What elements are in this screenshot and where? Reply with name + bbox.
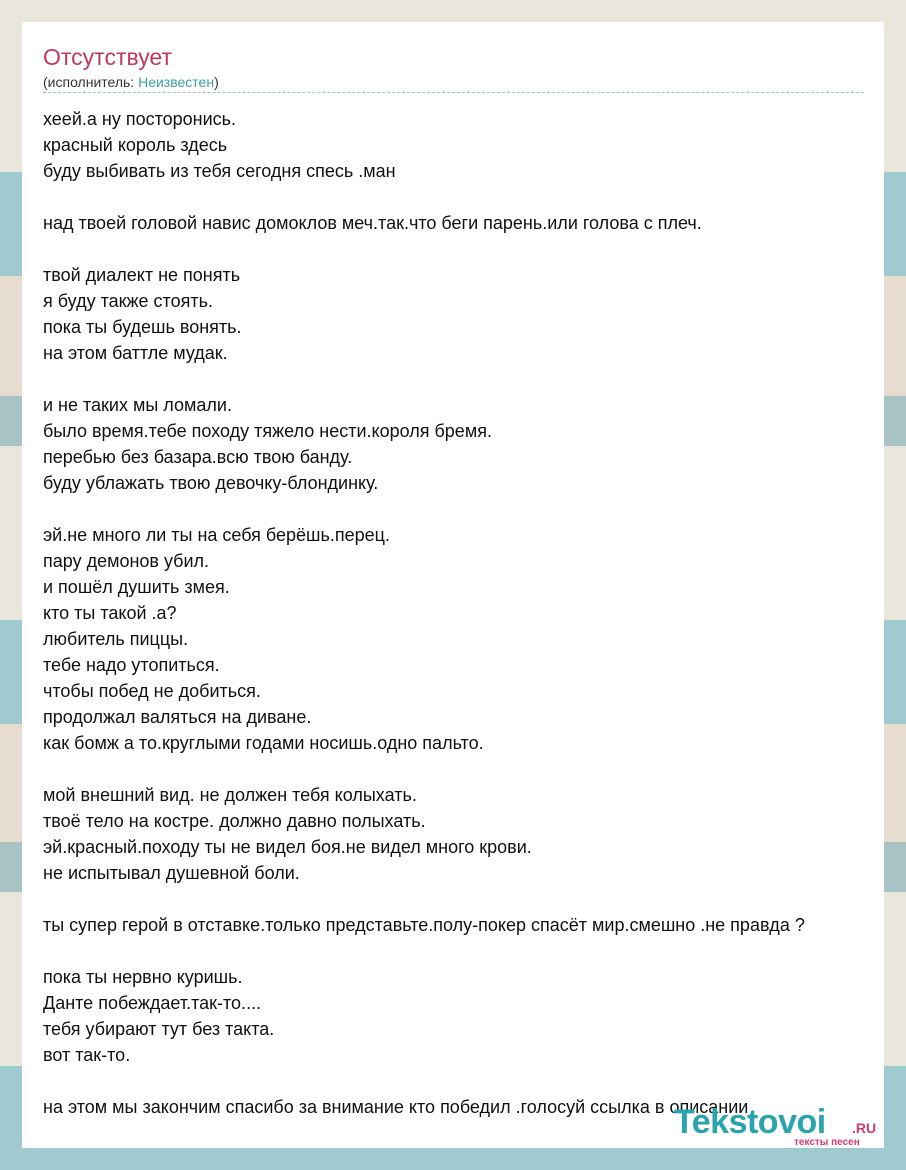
lyric-line: и не таких мы ломали. [43,395,232,415]
lyric-line: тебя убирают тут без такта. [43,1019,275,1039]
lyric-line: мой внешний вид. не должен тебя колыхать. [43,785,417,805]
artist-prefix: (исполнитель: [43,74,139,90]
lyric-line: перебью без базара.всю твою банду. [43,447,353,467]
lyric-line: как бомж а то.круглыми годами носишь.одно пальто. [43,733,484,753]
logo-tld: .RU [852,1120,877,1136]
lyric-line: буду выбивать из тебя сегодня спесь .ман [43,161,396,181]
lyric-blank-line [43,756,884,782]
song-title: Отсутствует [43,44,172,70]
lyric-line: Данте побеждает.так-то.... [43,993,262,1013]
lyric-line: было время.тебе походу тяжело нести.короля бремя. [43,421,492,441]
lyric-blank-line [43,496,884,522]
lyric-line: и пошёл душить змея. [43,577,230,597]
logo-name: Tekstovoi [674,1103,826,1141]
lyric-line: пока ты будешь вонять. [43,317,242,337]
lyric-line: твой диалект не понять [43,265,241,285]
lyric-line: не испытывал душевной боли. [43,863,300,883]
lyric-blank-line [43,886,884,912]
artist-line [43,74,219,91]
lyric-line: над твоей головой навис домоклов меч.так.что беги парень.или голова с плеч. [43,213,702,233]
lyric-line: пока ты нервно куришь. [43,967,243,987]
site-logo[interactable] [674,1104,884,1148]
lyric-line: на этом баттле мудак. [43,343,228,363]
lyric-line: на этом мы закончим спасибо за внимание кто победил .голосуй ссылка в описании [43,1097,749,1117]
lyrics-text [43,106,884,1120]
lyric-line: пару демонов убил. [43,551,210,571]
lyric-blank-line [43,236,884,262]
lyric-line: вот так-то. [43,1045,131,1065]
artist-suffix: ) [214,74,219,90]
title-divider [43,92,864,93]
lyric-line: чтобы побед не добиться. [43,681,261,701]
lyric-line: кто ты такой .а? [43,603,177,623]
lyric-blank-line [43,1068,884,1094]
lyrics-card [22,22,884,1148]
lyric-line: хеей.а ну посторонись. [43,109,237,129]
lyric-line: красный король здесь [43,135,228,155]
lyric-blank-line [43,184,884,210]
lyric-line: эй.не много ли ты на себя берёшь.перец. [43,525,390,545]
lyric-line: буду ублажать твою девочку-блондинку. [43,473,379,493]
lyric-line: тебе надо утопиться. [43,655,220,675]
lyric-line: эй.красный.походу ты не видел боя.не видел много крови. [43,837,532,857]
lyric-line: любитель пиццы. [43,629,189,649]
logo-tagline: тексты песен [794,1137,860,1148]
lyric-line: продолжал валяться на диване. [43,707,312,727]
lyric-blank-line [43,366,884,392]
artist-link[interactable]: Неизвестен [138,74,215,90]
lyric-line: ты супер герой в отставке.только представьте.полу-покер спасёт мир.смешно .не правда ? [43,915,805,935]
lyric-blank-line [43,938,884,964]
lyric-line: твоё тело на костре. должно давно полыхать. [43,811,426,831]
lyric-line: я буду также стоять. [43,291,213,311]
